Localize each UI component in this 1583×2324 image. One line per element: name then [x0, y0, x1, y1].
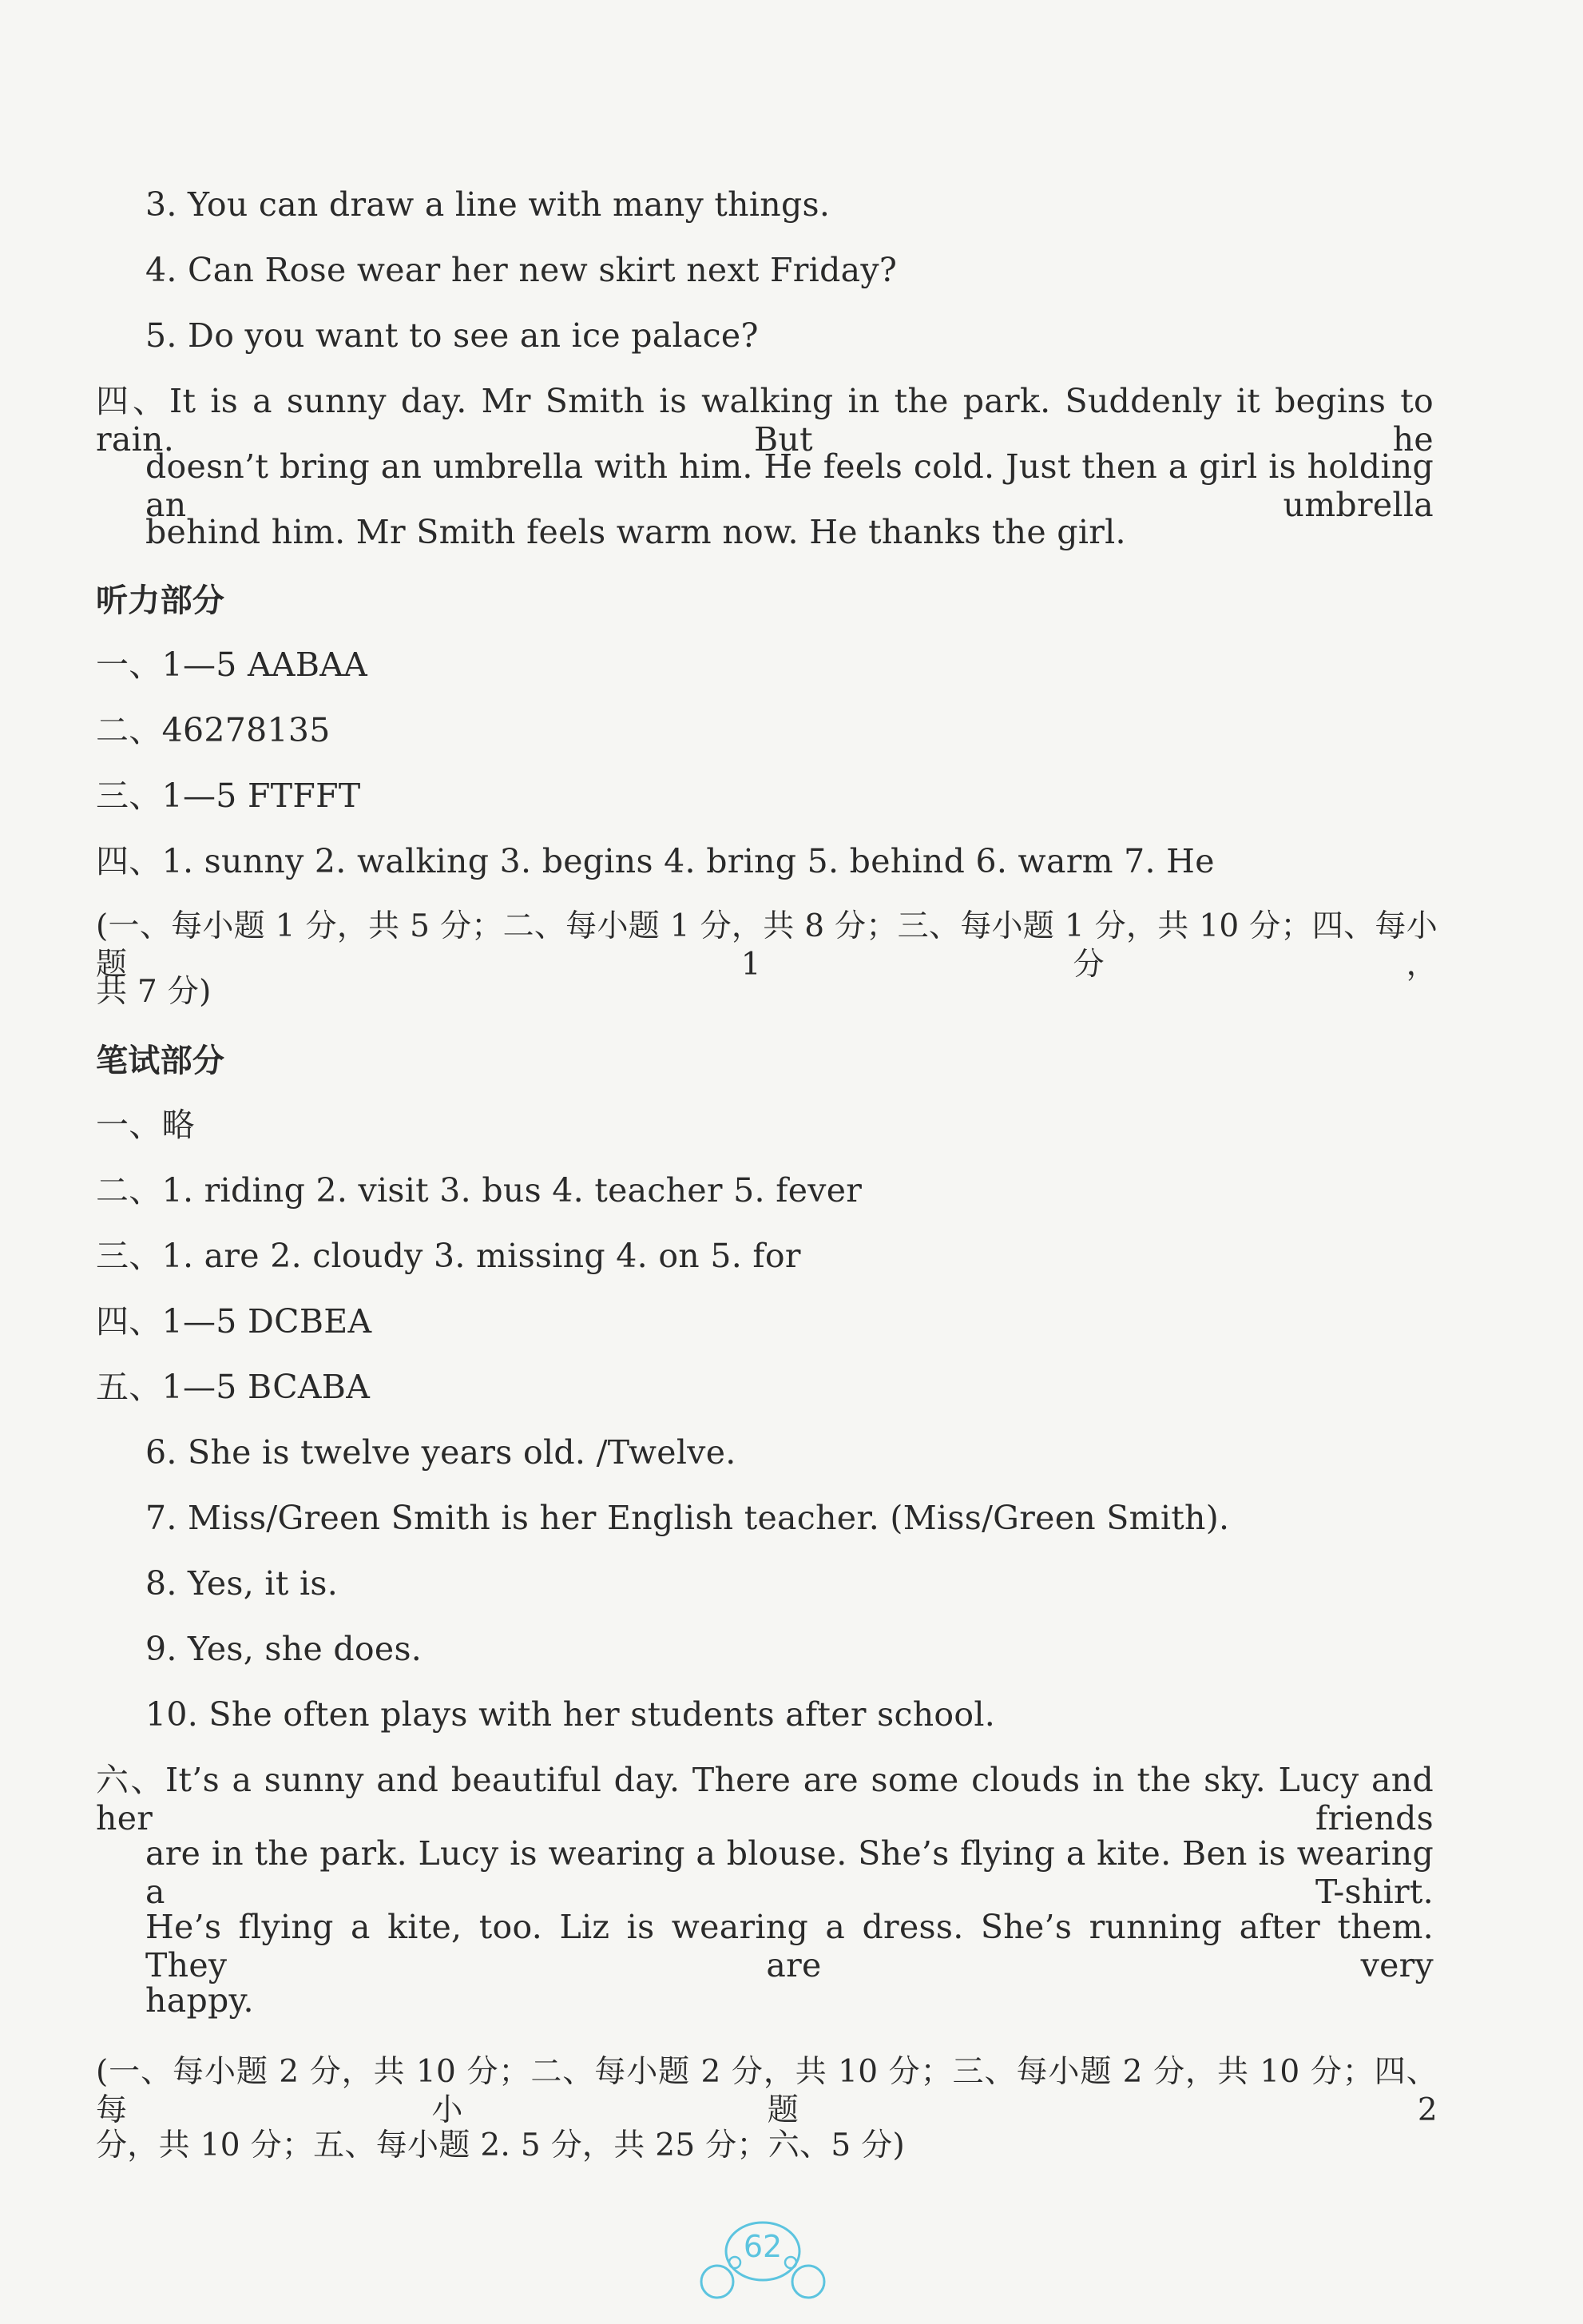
writing-answer-one: 一、略 — [96, 1106, 195, 1144]
passage-six-line-3: He’s flying a kite, too. Liz is wearing a dress. She’s running after them. They are very — [145, 1908, 1434, 1984]
writing-five-item-9: 9. Yes, she does. — [145, 1630, 423, 1668]
page-number-badge — [695, 2219, 831, 2307]
passage-six-line-2: are in the park. Lucy is wearing a blouse. She’s flying a kite. Ben is wearing a T-shirt. — [145, 1834, 1434, 1911]
writing-answer-four: 四、1—5 DCBEA — [96, 1302, 372, 1341]
page-number: 62 — [743, 2229, 783, 2264]
writing-five-item-6: 6. She is twelve years old. /Twelve. — [145, 1433, 736, 1472]
answer-item-3: 3. You can draw a line with many things. — [145, 185, 831, 224]
answer-item-5: 5. Do you want to see an ice palace? — [145, 316, 759, 355]
writing-answer-three: 三、1. are 2. cloudy 3. missing 4. on 5. for — [96, 1237, 801, 1275]
writing-five-item-10: 10. She often plays with her students after school. — [145, 1695, 996, 1734]
writing-five-item-7: 7. Miss/Green Smith is her English teacher. (Miss/Green Smith). — [145, 1499, 1230, 1537]
listening-answer-one: 一、1—5 AABAA — [96, 646, 368, 684]
listening-answer-four: 四、1. sunny 2. walking 3. begins 4. bring 5. behind 6. warm 7. He — [96, 842, 1215, 880]
writing-five-item-8: 8. Yes, it is. — [145, 1564, 339, 1603]
listening-answer-two: 二、46278135 — [96, 711, 331, 749]
writing-score-note-line-2: 分，共 10 分；五、每小题 2. 5 分，共 25 分；六、5 分) — [96, 2127, 905, 2163]
writing-answer-two: 二、1. riding 2. visit 3. bus 4. teacher 5. fever — [96, 1171, 863, 1210]
writing-score-note-line-1: (一、每小题 2 分，共 10 分；二、每小题 2 分，共 10 分；三、每小题 2 分，共 10 分；四、每小题 2 — [96, 2054, 1438, 2128]
listening-score-note-line-1: (一、每小题 1 分，共 5 分；二、每小题 1 分，共 8 分；三、每小题 1 分，共 10 分；四、每小题 1 分， — [96, 908, 1438, 983]
listening-heading: 听力部分 — [96, 582, 225, 619]
passage-six-line-1: 六、It’s a sunny and beautiful day. There are some clouds in the sky. Lucy and her friends — [96, 1761, 1434, 1837]
listening-answer-three: 三、1—5 FTFFT — [96, 777, 361, 815]
writing-heading: 笔试部分 — [96, 1043, 225, 1079]
passage-four-line-2: doesn’t bring an umbrella with him. He feels cold. Just then a girl is holding an umbrella — [145, 447, 1434, 524]
passage-four-line-3: behind him. Mr Smith feels warm now. He thanks the girl. — [145, 513, 1126, 551]
writing-answer-five: 五、1—5 BCABA — [96, 1368, 371, 1406]
answer-item-4: 4. Can Rose wear her new skirt next Friday? — [145, 251, 898, 289]
listening-score-note-line-2: 共 7 分) — [96, 974, 212, 1010]
passage-six-line-4: happy. — [145, 1981, 254, 2020]
passage-four-line-1: 四、It is a sunny day. Mr Smith is walking in the park. Suddenly it begins to rain. But he — [96, 382, 1434, 459]
